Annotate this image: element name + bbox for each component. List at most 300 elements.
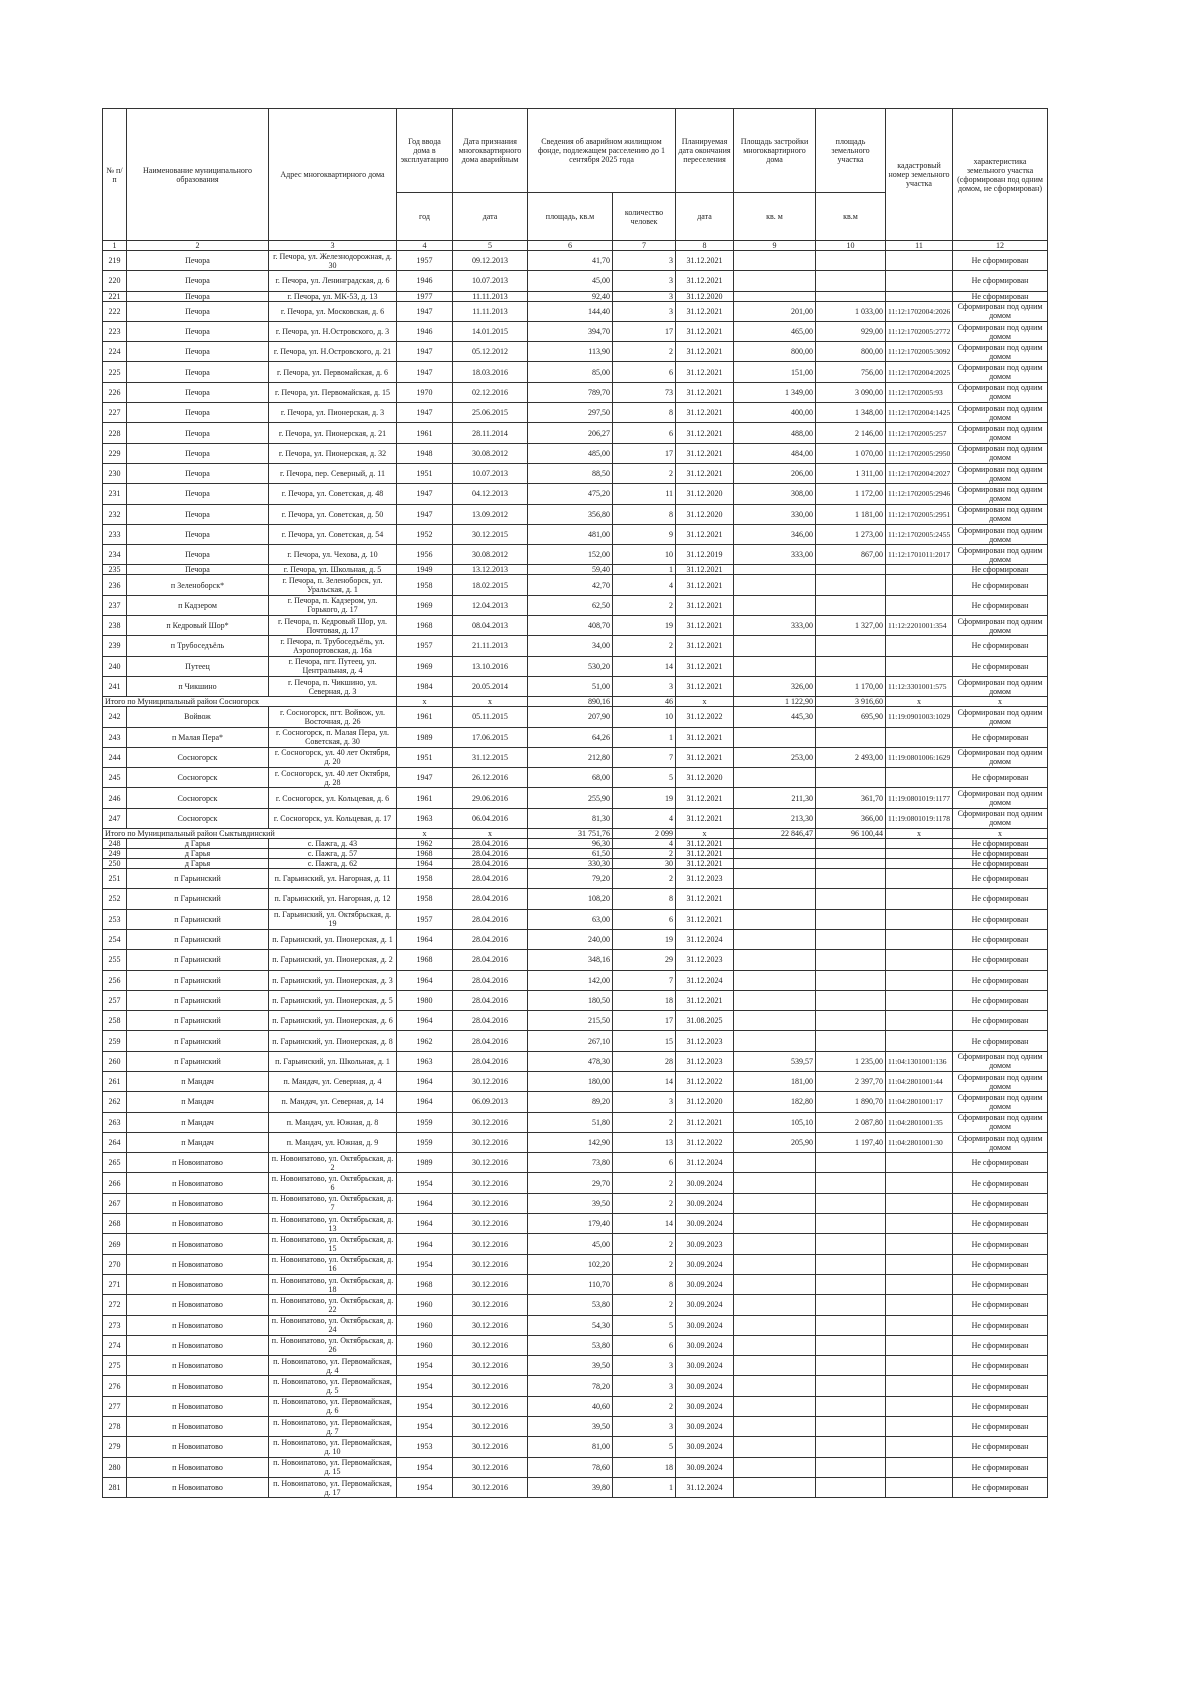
land-area-cell xyxy=(816,251,886,271)
area-cell: 42,70 xyxy=(528,575,613,595)
municipality-cell: п Мандач xyxy=(127,1132,269,1152)
area-cell: 179,40 xyxy=(528,1214,613,1234)
table-row xyxy=(103,1315,1048,1335)
table-row xyxy=(103,1112,1048,1132)
planned-date-cell: 30.09.2024 xyxy=(676,1173,734,1193)
year-cell: 1957 xyxy=(397,636,453,656)
people-cell: 19 xyxy=(613,929,676,949)
planned-date-cell: 31.12.2021 xyxy=(676,565,734,575)
people-cell: 4 xyxy=(613,808,676,828)
year-cell: 1968 xyxy=(397,849,453,859)
built-area-cell: 206,00 xyxy=(734,463,816,483)
cadastral-cell: 11:04:2801001:17 xyxy=(886,1092,953,1112)
planned-date-cell: 31.12.2021 xyxy=(676,524,734,544)
column-number: 3 xyxy=(269,241,397,251)
row-number: 245 xyxy=(103,768,127,788)
land-area-cell: 1 890,70 xyxy=(816,1092,886,1112)
municipality-cell: Войвож xyxy=(127,707,269,727)
built-area-cell: 211,30 xyxy=(734,788,816,808)
table-row xyxy=(103,565,1048,575)
address-cell: п. Новоипатово, ул. Первомайская, д. 5 xyxy=(269,1376,397,1396)
characteristic-cell: Сформирован под одним домом xyxy=(953,1071,1048,1091)
area-cell: 215,50 xyxy=(528,1011,613,1031)
characteristic-cell: Сформирован под одним домом xyxy=(953,463,1048,483)
row-number: 270 xyxy=(103,1254,127,1274)
housing-table xyxy=(102,108,1048,1498)
built-area-cell xyxy=(734,1153,816,1173)
address-cell: п. Гарьинский, ул. Октябрьская, д. 19 xyxy=(269,909,397,929)
municipality-cell: Печора xyxy=(127,382,269,402)
planned-date-cell: 30.09.2024 xyxy=(676,1254,734,1274)
year-cell: 1947 xyxy=(397,768,453,788)
built-area-cell: 151,00 xyxy=(734,362,816,382)
row-number: 242 xyxy=(103,707,127,727)
characteristic-cell: Сформирован под одним домом xyxy=(953,342,1048,362)
cadastral-cell xyxy=(886,271,953,291)
date-cell: 18.03.2016 xyxy=(453,362,528,382)
people-cell: 6 xyxy=(613,1335,676,1355)
built-area-cell xyxy=(734,1274,816,1294)
date-cell: 30.12.2016 xyxy=(453,1376,528,1396)
land-area-cell xyxy=(816,1031,886,1051)
municipality-cell: Путеец xyxy=(127,656,269,676)
row-number: 220 xyxy=(103,271,127,291)
year-cell: 1960 xyxy=(397,1315,453,1335)
municipality-cell: п Гарьинский xyxy=(127,909,269,929)
table-row xyxy=(103,403,1048,423)
address-cell: г. Сосногорск, ул. Кольцевая, д. 6 xyxy=(269,788,397,808)
municipality-cell: п Мандач xyxy=(127,1092,269,1112)
row-number: 251 xyxy=(103,869,127,889)
built-area-cell xyxy=(734,859,816,869)
land-area-cell: 2 146,00 xyxy=(816,423,886,443)
people-cell: 2 xyxy=(613,636,676,656)
total-cadastral: x xyxy=(886,697,953,707)
row-number: 232 xyxy=(103,504,127,524)
table-row xyxy=(103,342,1048,362)
municipality-cell: п Кадзером xyxy=(127,595,269,615)
table-row xyxy=(103,1193,1048,1213)
characteristic-cell: Не сформирован xyxy=(953,727,1048,747)
built-area-cell xyxy=(734,1477,816,1497)
planned-date-cell: 31.12.2021 xyxy=(676,342,734,362)
area-cell: 348,16 xyxy=(528,950,613,970)
municipality-cell: п Новоипатово xyxy=(127,1315,269,1335)
planned-date-cell: 30.09.2024 xyxy=(676,1457,734,1477)
people-cell: 6 xyxy=(613,909,676,929)
date-cell: 30.12.2016 xyxy=(453,1112,528,1132)
planned-date-cell: 30.09.2024 xyxy=(676,1295,734,1315)
people-cell: 17 xyxy=(613,443,676,463)
address-cell: п. Гарьинский, ул. Пионерская, д. 3 xyxy=(269,970,397,990)
area-cell: 39,80 xyxy=(528,1477,613,1497)
year-cell: 1948 xyxy=(397,443,453,463)
column-number: 5 xyxy=(453,241,528,251)
area-cell: 475,20 xyxy=(528,484,613,504)
built-area-cell xyxy=(734,291,816,301)
land-area-cell xyxy=(816,575,886,595)
subheader-date2: дата xyxy=(676,193,734,241)
people-cell: 8 xyxy=(613,1274,676,1294)
built-area-cell: 308,00 xyxy=(734,484,816,504)
people-cell: 14 xyxy=(613,1071,676,1091)
year-cell: 1964 xyxy=(397,1011,453,1031)
row-number: 225 xyxy=(103,362,127,382)
municipality-cell: Печора xyxy=(127,565,269,575)
land-area-cell xyxy=(816,1417,886,1437)
land-area-cell xyxy=(816,768,886,788)
address-cell: г. Печора, п. Кедровый Шор, ул. Почтовая, д. 17 xyxy=(269,616,397,636)
built-area-cell xyxy=(734,575,816,595)
built-area-cell xyxy=(734,1437,816,1457)
header-cadastral: кадастровый номер земельного участка xyxy=(886,109,953,241)
characteristic-cell: Сформирован под одним домом xyxy=(953,423,1048,443)
people-cell: 10 xyxy=(613,707,676,727)
land-area-cell xyxy=(816,727,886,747)
total-land-area: 3 916,60 xyxy=(816,697,886,707)
header-address: Адрес многоквартирного дома xyxy=(269,109,397,241)
cadastral-cell xyxy=(886,656,953,676)
year-cell: 1947 xyxy=(397,362,453,382)
row-number: 221 xyxy=(103,291,127,301)
year-cell: 1963 xyxy=(397,808,453,828)
cadastral-cell xyxy=(886,990,953,1010)
built-area-cell: 333,00 xyxy=(734,545,816,565)
year-cell: 1958 xyxy=(397,869,453,889)
planned-date-cell: 31.12.2022 xyxy=(676,707,734,727)
built-area-cell xyxy=(734,1214,816,1234)
area-cell: 54,30 xyxy=(528,1315,613,1335)
land-area-cell: 2 493,00 xyxy=(816,747,886,767)
date-cell: 28.04.2016 xyxy=(453,839,528,849)
planned-date-cell: 31.12.2021 xyxy=(676,859,734,869)
row-number: 273 xyxy=(103,1315,127,1335)
municipality-cell: п Новоипатово xyxy=(127,1274,269,1294)
land-area-cell xyxy=(816,970,886,990)
row-number: 223 xyxy=(103,321,127,341)
row-number: 263 xyxy=(103,1112,127,1132)
characteristic-cell: Сформирован под одним домом xyxy=(953,484,1048,504)
cadastral-cell: 11:04:2801001:44 xyxy=(886,1071,953,1091)
built-area-cell: 326,00 xyxy=(734,676,816,696)
land-area-cell xyxy=(816,291,886,301)
year-cell: 1964 xyxy=(397,1214,453,1234)
row-number: 274 xyxy=(103,1335,127,1355)
date-cell: 10.07.2013 xyxy=(453,271,528,291)
area-cell: 297,50 xyxy=(528,403,613,423)
planned-date-cell: 31.12.2020 xyxy=(676,291,734,301)
row-number: 253 xyxy=(103,909,127,929)
municipality-cell: п Зеленоборск* xyxy=(127,575,269,595)
date-cell: 05.12.2012 xyxy=(453,342,528,362)
cadastral-cell xyxy=(886,1214,953,1234)
characteristic-cell: Сформирован под одним домом xyxy=(953,788,1048,808)
municipality-cell: п Новоипатово xyxy=(127,1254,269,1274)
area-cell: 51,80 xyxy=(528,1112,613,1132)
municipality-cell: Печора xyxy=(127,321,269,341)
planned-date-cell: 31.12.2021 xyxy=(676,676,734,696)
year-cell: 1968 xyxy=(397,950,453,970)
built-area-cell xyxy=(734,929,816,949)
row-number: 246 xyxy=(103,788,127,808)
column-number: 6 xyxy=(528,241,613,251)
cadastral-cell xyxy=(886,565,953,575)
characteristic-cell: Не сформирован xyxy=(953,950,1048,970)
people-cell: 2 xyxy=(613,849,676,859)
built-area-cell xyxy=(734,727,816,747)
table-row xyxy=(103,443,1048,463)
cadastral-cell xyxy=(886,1335,953,1355)
year-cell: 1977 xyxy=(397,291,453,301)
year-cell: 1947 xyxy=(397,301,453,321)
cadastral-cell xyxy=(886,909,953,929)
row-number: 235 xyxy=(103,565,127,575)
table-row xyxy=(103,839,1048,849)
land-area-cell: 1 197,40 xyxy=(816,1132,886,1152)
row-number: 258 xyxy=(103,1011,127,1031)
row-number: 226 xyxy=(103,382,127,402)
date-cell: 13.10.2016 xyxy=(453,656,528,676)
built-area-cell xyxy=(734,909,816,929)
table-row xyxy=(103,504,1048,524)
address-cell: г. Сосногорск, ул. 40 лет Октября, д. 20 xyxy=(269,747,397,767)
built-area-cell xyxy=(734,1234,816,1254)
address-cell: г. Печора, ул. Советская, д. 54 xyxy=(269,524,397,544)
table-row xyxy=(103,788,1048,808)
cadastral-cell xyxy=(886,1417,953,1437)
area-cell: 29,70 xyxy=(528,1173,613,1193)
table-row xyxy=(103,970,1048,990)
cadastral-cell xyxy=(886,970,953,990)
year-cell: 1964 xyxy=(397,929,453,949)
planned-date-cell: 30.09.2024 xyxy=(676,1335,734,1355)
built-area-cell: 253,00 xyxy=(734,747,816,767)
address-cell: п. Новоипатово, ул. Октябрьская, д. 26 xyxy=(269,1335,397,1355)
characteristic-cell: Не сформирован xyxy=(953,1315,1048,1335)
year-cell: 1970 xyxy=(397,382,453,402)
address-cell: п. Гарьинский, ул. Пионерская, д. 5 xyxy=(269,990,397,1010)
municipality-cell: п Трубоседъёль xyxy=(127,636,269,656)
planned-date-cell: 31.12.2024 xyxy=(676,1477,734,1497)
land-area-cell: 1 170,00 xyxy=(816,676,886,696)
year-cell: 1954 xyxy=(397,1457,453,1477)
table-row xyxy=(103,616,1048,636)
area-cell: 79,20 xyxy=(528,869,613,889)
header-planned-date: Планируемая дата окончания переселения xyxy=(676,109,734,193)
planned-date-cell: 31.12.2023 xyxy=(676,1051,734,1071)
table-row xyxy=(103,524,1048,544)
address-cell: п. Новоипатово, ул. Октябрьская, д. 22 xyxy=(269,1295,397,1315)
cadastral-cell xyxy=(886,839,953,849)
table-row xyxy=(103,707,1048,727)
date-cell: 30.12.2016 xyxy=(453,1193,528,1213)
address-cell: п. Мандач, ул. Южная, д. 8 xyxy=(269,1112,397,1132)
people-cell: 2 xyxy=(613,1295,676,1315)
land-area-cell xyxy=(816,1274,886,1294)
built-area-cell xyxy=(734,1295,816,1315)
header-built-area: Площадь застройки многоквартирного дома xyxy=(734,109,816,193)
characteristic-cell: Не сформирован xyxy=(953,1153,1048,1173)
planned-date-cell: 30.09.2024 xyxy=(676,1417,734,1437)
cadastral-cell: 11:04:2801001:30 xyxy=(886,1132,953,1152)
municipality-cell: п Гарьинский xyxy=(127,1011,269,1031)
row-number: 222 xyxy=(103,301,127,321)
municipality-cell: Сосногорск xyxy=(127,768,269,788)
municipality-cell: д Гарья xyxy=(127,839,269,849)
characteristic-cell: Не сформирован xyxy=(953,1254,1048,1274)
total-year: x xyxy=(397,829,453,839)
year-cell: 1954 xyxy=(397,1477,453,1497)
characteristic-cell: Не сформирован xyxy=(953,1457,1048,1477)
people-cell: 1 xyxy=(613,727,676,747)
table-row xyxy=(103,321,1048,341)
year-cell: 1954 xyxy=(397,1356,453,1376)
people-cell: 8 xyxy=(613,889,676,909)
date-cell: 30.12.2016 xyxy=(453,1417,528,1437)
table-row xyxy=(103,1376,1048,1396)
people-cell: 13 xyxy=(613,1132,676,1152)
date-cell: 28.04.2016 xyxy=(453,990,528,1010)
built-area-cell xyxy=(734,595,816,615)
land-area-cell xyxy=(816,1396,886,1416)
municipality-cell: п Мандач xyxy=(127,1112,269,1132)
land-area-cell xyxy=(816,1295,886,1315)
table-row xyxy=(103,929,1048,949)
cadastral-cell: 11:12:1702005:93 xyxy=(886,382,953,402)
row-number: 259 xyxy=(103,1031,127,1051)
date-cell: 25.06.2015 xyxy=(453,403,528,423)
date-cell: 02.12.2016 xyxy=(453,382,528,402)
row-number: 275 xyxy=(103,1356,127,1376)
land-area-cell: 1 348,00 xyxy=(816,403,886,423)
row-number: 229 xyxy=(103,443,127,463)
land-area-cell: 2 087,80 xyxy=(816,1112,886,1132)
address-cell: г. Печора, ул. Чехова, д. 10 xyxy=(269,545,397,565)
date-cell: 28.04.2016 xyxy=(453,909,528,929)
cadastral-cell: 11:04:1301001:136 xyxy=(886,1051,953,1071)
row-number: 279 xyxy=(103,1437,127,1457)
cadastral-cell xyxy=(886,1274,953,1294)
subheader-unit-built: кв. м xyxy=(734,193,816,241)
row-number: 266 xyxy=(103,1173,127,1193)
cadastral-cell: 11:12:1702005:2950 xyxy=(886,443,953,463)
cadastral-cell xyxy=(886,1356,953,1376)
planned-date-cell: 31.12.2021 xyxy=(676,909,734,929)
cadastral-cell xyxy=(886,1477,953,1497)
year-cell: 1957 xyxy=(397,909,453,929)
built-area-cell: 182,80 xyxy=(734,1092,816,1112)
municipality-cell: Печора xyxy=(127,271,269,291)
land-area-cell: 1 311,00 xyxy=(816,463,886,483)
planned-date-cell: 31.12.2021 xyxy=(676,747,734,767)
cadastral-cell: 11:19:0801006:1629 xyxy=(886,747,953,767)
area-cell: 478,30 xyxy=(528,1051,613,1071)
date-cell: 28.04.2016 xyxy=(453,929,528,949)
address-cell: п. Новоипатово, ул. Первомайская, д. 10 xyxy=(269,1437,397,1457)
date-cell: 28.04.2016 xyxy=(453,1031,528,1051)
total-built-area: 1 122,90 xyxy=(734,697,816,707)
address-cell: г. Сосногорск, ул. Кольцевая, д. 17 xyxy=(269,808,397,828)
date-cell: 30.12.2015 xyxy=(453,524,528,544)
area-cell: 63,00 xyxy=(528,909,613,929)
year-cell: 1964 xyxy=(397,970,453,990)
address-cell: п. Новоипатово, ул. Первомайская, д. 4 xyxy=(269,1356,397,1376)
year-cell: 1954 xyxy=(397,1173,453,1193)
planned-date-cell: 31.12.2024 xyxy=(676,970,734,990)
date-cell: 30.12.2016 xyxy=(453,1396,528,1416)
municipality-cell: п Новоипатово xyxy=(127,1214,269,1234)
cadastral-cell xyxy=(886,1315,953,1335)
area-cell: 481,00 xyxy=(528,524,613,544)
date-cell: 28.04.2016 xyxy=(453,859,528,869)
built-area-cell xyxy=(734,1011,816,1031)
characteristic-cell: Не сформирован xyxy=(953,1031,1048,1051)
people-cell: 18 xyxy=(613,1457,676,1477)
area-cell: 110,70 xyxy=(528,1274,613,1294)
characteristic-cell: Не сформирован xyxy=(953,656,1048,676)
area-cell: 41,70 xyxy=(528,251,613,271)
cadastral-cell xyxy=(886,1457,953,1477)
column-number: 1 xyxy=(103,241,127,251)
table-row xyxy=(103,575,1048,595)
land-area-cell: 3 090,00 xyxy=(816,382,886,402)
municipality-cell: Печора xyxy=(127,484,269,504)
date-cell: 28.04.2016 xyxy=(453,889,528,909)
date-cell: 28.04.2016 xyxy=(453,970,528,990)
year-cell: 1961 xyxy=(397,707,453,727)
people-cell: 5 xyxy=(613,1437,676,1457)
row-number: 255 xyxy=(103,950,127,970)
built-area-cell: 484,00 xyxy=(734,443,816,463)
year-cell: 1954 xyxy=(397,1396,453,1416)
column-number: 8 xyxy=(676,241,734,251)
people-cell: 3 xyxy=(613,1376,676,1396)
address-cell: г. Печора, ул. Железнодорожная, д. 30 xyxy=(269,251,397,271)
row-number: 234 xyxy=(103,545,127,565)
table-row xyxy=(103,1011,1048,1031)
area-cell: 81,30 xyxy=(528,808,613,828)
municipality-cell: п Гарьинский xyxy=(127,950,269,970)
people-cell: 3 xyxy=(613,291,676,301)
land-area-cell: 1 033,00 xyxy=(816,301,886,321)
total-area: 890,16 xyxy=(528,697,613,707)
row-number: 248 xyxy=(103,839,127,849)
year-cell: 1951 xyxy=(397,463,453,483)
subheader-date: дата xyxy=(453,193,528,241)
land-area-cell xyxy=(816,1376,886,1396)
built-area-cell xyxy=(734,990,816,1010)
cadastral-cell: 11:12:1702004:1425 xyxy=(886,403,953,423)
area-cell: 152,00 xyxy=(528,545,613,565)
date-cell: 30.12.2016 xyxy=(453,1214,528,1234)
year-cell: 1964 xyxy=(397,1092,453,1112)
table-row xyxy=(103,1437,1048,1457)
built-area-cell xyxy=(734,251,816,271)
address-cell: г. Печора, ул. МК-53, д. 13 xyxy=(269,291,397,301)
built-area-cell xyxy=(734,1335,816,1355)
header-municipality: Наименование муниципального образования xyxy=(127,109,269,241)
planned-date-cell: 31.12.2021 xyxy=(676,382,734,402)
date-cell: 20.05.2014 xyxy=(453,676,528,696)
table-row xyxy=(103,950,1048,970)
date-cell: 11.11.2013 xyxy=(453,301,528,321)
year-cell: 1964 xyxy=(397,1071,453,1091)
area-cell: 88,50 xyxy=(528,463,613,483)
built-area-cell xyxy=(734,636,816,656)
planned-date-cell: 31.12.2021 xyxy=(676,616,734,636)
land-area-cell: 1 273,00 xyxy=(816,524,886,544)
address-cell: г. Печора, ул. Пионерская, д. 21 xyxy=(269,423,397,443)
